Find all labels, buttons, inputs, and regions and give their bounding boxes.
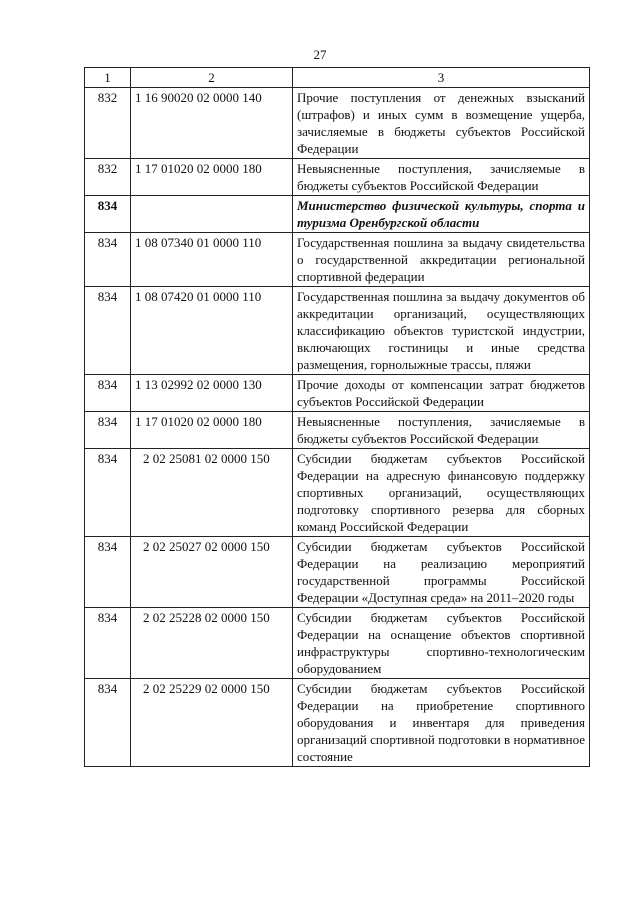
revenue-description-cell: Невыясненные поступления, зачисляемые в бюджеты субъектов Российской Федерации bbox=[293, 159, 590, 196]
admin-code-cell: 832 bbox=[85, 88, 131, 159]
revenue-code-cell: 1 13 02992 02 0000 130 bbox=[131, 375, 293, 412]
table-row bbox=[85, 375, 590, 412]
revenue-code-cell: 1 08 07420 01 0000 110 bbox=[131, 287, 293, 375]
admin-code-cell: 834 bbox=[85, 287, 131, 375]
revenue-description-cell: Прочие доходы от компенсации затрат бюджетов субъектов Российской Федерации bbox=[293, 375, 590, 412]
table-row bbox=[85, 537, 590, 608]
revenue-code-cell: 2 02 25229 02 0000 150 bbox=[131, 679, 293, 767]
revenue-code-cell bbox=[131, 196, 293, 233]
admin-code-cell: 834 bbox=[85, 679, 131, 767]
revenue-codes-table bbox=[84, 67, 590, 767]
revenue-code-cell: 2 02 25228 02 0000 150 bbox=[131, 608, 293, 679]
revenue-description-cell: Субсидии бюджетам субъектов Российской Федерации на адресную финансовую поддержку спортивных организаций, осуществляющих подготовку спортивного резерва для сборных команд Российской Федерации bbox=[293, 449, 590, 537]
revenue-code-cell: 1 08 07340 01 0000 110 bbox=[131, 233, 293, 287]
ministry-heading-row bbox=[85, 196, 590, 233]
column-header: 1 bbox=[85, 68, 131, 88]
admin-code-cell: 834 bbox=[85, 537, 131, 608]
table-row bbox=[85, 608, 590, 679]
table-row bbox=[85, 449, 590, 537]
revenue-description-cell: Субсидии бюджетам субъектов Российской Федерации на оснащение объектов спортивной инфраструктуры спортивно-технологическим оборудованием bbox=[293, 608, 590, 679]
revenue-code-cell: 1 17 01020 02 0000 180 bbox=[131, 412, 293, 449]
admin-code-cell: 834 bbox=[85, 449, 131, 537]
page-number: 27 bbox=[313, 47, 327, 62]
admin-code-cell: 834 bbox=[85, 412, 131, 449]
table-row bbox=[85, 679, 590, 767]
revenue-description-cell: Государственная пошлина за выдачу свидетельства о государственной аккредитации региональной спортивной федерации bbox=[293, 233, 590, 287]
revenue-code-cell: 1 17 01020 02 0000 180 bbox=[131, 159, 293, 196]
admin-code-cell: 834 bbox=[85, 196, 131, 233]
column-header: 2 bbox=[131, 68, 293, 88]
table-row bbox=[85, 412, 590, 449]
admin-code-cell: 834 bbox=[85, 375, 131, 412]
table-row bbox=[85, 233, 590, 287]
revenue-description-cell: Субсидии бюджетам субъектов Российской Федерации на приобретение спортивного оборудования и инвентаря для приведения организаций спортивной подготовки в нормативное состояние bbox=[293, 679, 590, 767]
admin-code-cell: 834 bbox=[85, 608, 131, 679]
revenue-code-cell: 2 02 25027 02 0000 150 bbox=[131, 537, 293, 608]
table-row bbox=[85, 159, 590, 196]
admin-code-cell: 832 bbox=[85, 159, 131, 196]
column-header: 3 bbox=[293, 68, 590, 88]
revenue-code-cell: 1 16 90020 02 0000 140 bbox=[131, 88, 293, 159]
table-header-row bbox=[85, 68, 590, 88]
revenue-description-cell: Прочие поступления от денежных взысканий (штрафов) и иных сумм в возмещение ущерба, зачисляемые в бюджеты субъектов Российской Федерации bbox=[293, 88, 590, 159]
revenue-description-cell: Субсидии бюджетам субъектов Российской Федерации на реализацию мероприятий государственной программы Российской Федерации «Доступная среда» на 2011–2020 годы bbox=[293, 537, 590, 608]
ministry-name-cell: Министерство физической культуры, спорта и туризма Оренбургской области bbox=[293, 196, 590, 233]
revenue-code-cell: 2 02 25081 02 0000 150 bbox=[131, 449, 293, 537]
revenue-description-cell: Государственная пошлина за выдачу документов об аккредитации организаций, осуществляющих классификацию объектов туристской индустрии, включающих гостиницы и иные средства размещения, горнолыжные трассы, пляжи bbox=[293, 287, 590, 375]
table-row bbox=[85, 88, 590, 159]
revenue-description-cell: Невыясненные поступления, зачисляемые в бюджеты субъектов Российской Федерации bbox=[293, 412, 590, 449]
table-row bbox=[85, 287, 590, 375]
admin-code-cell: 834 bbox=[85, 233, 131, 287]
